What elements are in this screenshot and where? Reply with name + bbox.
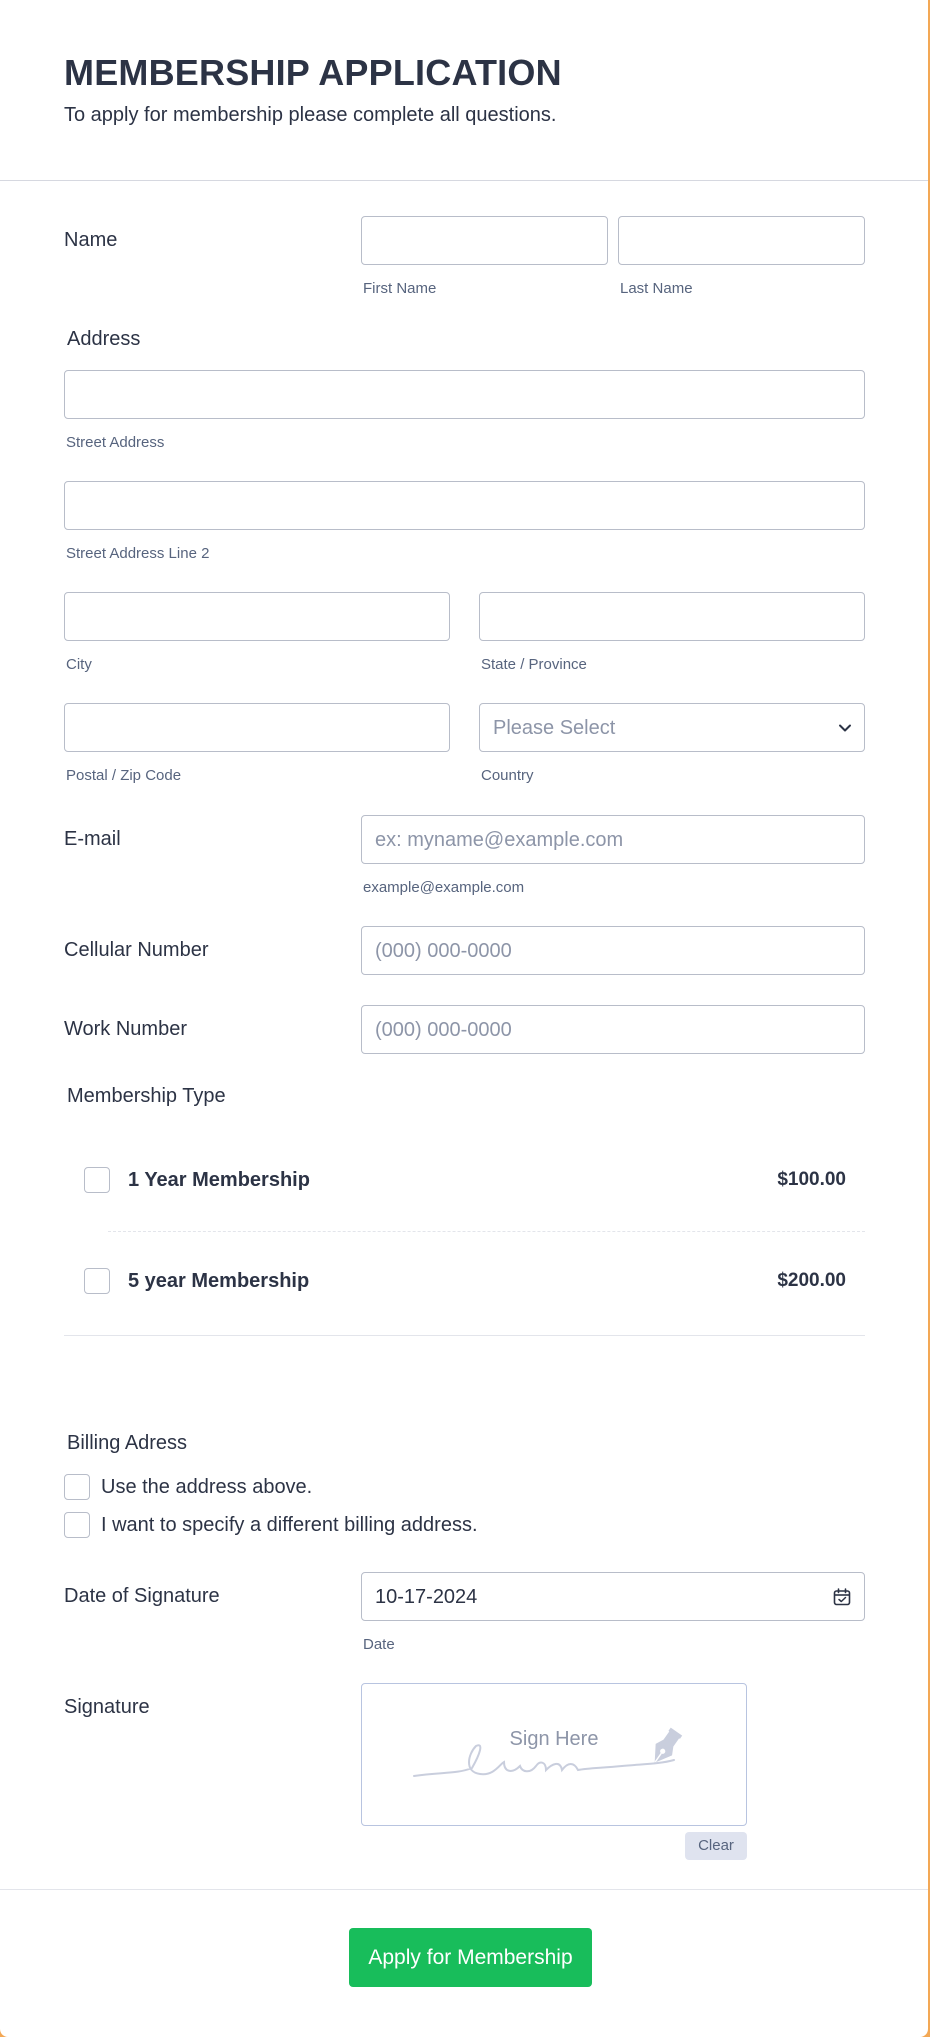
- city-sublabel: City: [66, 656, 92, 673]
- billing-option-checkbox[interactable]: [64, 1512, 90, 1538]
- email-field[interactable]: [361, 815, 865, 864]
- cellular-number-placeholder: (000) 000-0000: [375, 940, 512, 962]
- country-select[interactable]: [479, 703, 865, 752]
- signature-hint: Sign Here: [509, 1728, 599, 1750]
- country-select-value: Please Select: [493, 717, 616, 739]
- state-province-input[interactable]: [479, 592, 865, 641]
- country-sublabel: Country: [481, 767, 534, 784]
- last-name-sublabel: Last Name: [620, 280, 693, 297]
- billing-option-different[interactable]: [64, 1512, 664, 1538]
- footer-divider: [0, 1889, 928, 1890]
- pen-nib-icon: [645, 1726, 685, 1770]
- state-province-sublabel: State / Province: [481, 656, 587, 673]
- membership-option-label: 5 year Membership: [128, 1270, 310, 1292]
- apply-for-membership-button[interactable]: Apply for Membership: [349, 1928, 592, 1987]
- membership-option-1-year[interactable]: [64, 1150, 865, 1210]
- signature-label: Signature: [64, 1696, 150, 1718]
- city-input[interactable]: [64, 592, 450, 641]
- address-label: Address: [67, 328, 141, 350]
- clear-signature-button[interactable]: Clear: [685, 1832, 747, 1860]
- chevron-down-icon: [836, 719, 854, 737]
- calendar-icon[interactable]: [832, 1587, 852, 1607]
- date-of-signature-label: Date of Signature: [64, 1585, 220, 1607]
- membership-option-label: 1 Year Membership: [128, 1169, 310, 1191]
- street-address-line2-sublabel: Street Address Line 2: [66, 545, 210, 562]
- name-label: Name: [64, 229, 118, 251]
- signature-pad[interactable]: [361, 1683, 747, 1826]
- membership-option-checkbox[interactable]: [84, 1268, 110, 1294]
- form-subtitle: To apply for membership please complete all questions.: [64, 104, 557, 126]
- postal-code-input[interactable]: [64, 703, 450, 752]
- email-label: E-mail: [64, 828, 121, 850]
- billing-option-checkbox[interactable]: [64, 1474, 90, 1500]
- street-address-sublabel: Street Address: [66, 434, 165, 451]
- membership-type-label: Membership Type: [67, 1085, 226, 1107]
- billing-option-label: Use the address above.: [101, 1476, 313, 1498]
- postal-code-sublabel: Postal / Zip Code: [66, 767, 182, 784]
- date-input[interactable]: [361, 1572, 865, 1621]
- membership-bottom-divider: [64, 1335, 865, 1336]
- street-address-input[interactable]: [64, 370, 865, 419]
- last-name-input[interactable]: [618, 216, 865, 265]
- form-title: MEMBERSHIP APPLICATION: [64, 52, 562, 93]
- email-sublabel: example@example.com: [363, 879, 525, 896]
- billing-option-label: I want to specify a different billing address.: [101, 1514, 478, 1536]
- first-name-input[interactable]: [361, 216, 608, 265]
- membership-option-price: $200.00: [777, 1270, 846, 1291]
- work-number-label: Work Number: [64, 1018, 187, 1040]
- first-name-sublabel: First Name: [363, 280, 437, 297]
- membership-option-divider: [108, 1231, 865, 1232]
- membership-option-5-year[interactable]: [64, 1251, 865, 1311]
- header-divider: [0, 180, 928, 181]
- date-sublabel: Date: [363, 1636, 395, 1653]
- street-address-line2-input[interactable]: [64, 481, 865, 530]
- cellular-number-input[interactable]: [361, 926, 865, 975]
- cellular-number-label: Cellular Number: [64, 939, 209, 961]
- billing-option-use-above[interactable]: [64, 1474, 664, 1500]
- billing-address-label: Billing Adress: [67, 1432, 188, 1454]
- work-number-placeholder: (000) 000-0000: [375, 1019, 512, 1041]
- email-placeholder: ex: myname@example.com: [375, 829, 624, 851]
- date-value: 10-17-2024: [375, 1586, 478, 1608]
- work-number-input[interactable]: [361, 1005, 865, 1054]
- membership-option-price: $100.00: [777, 1169, 846, 1190]
- membership-option-checkbox[interactable]: [84, 1167, 110, 1193]
